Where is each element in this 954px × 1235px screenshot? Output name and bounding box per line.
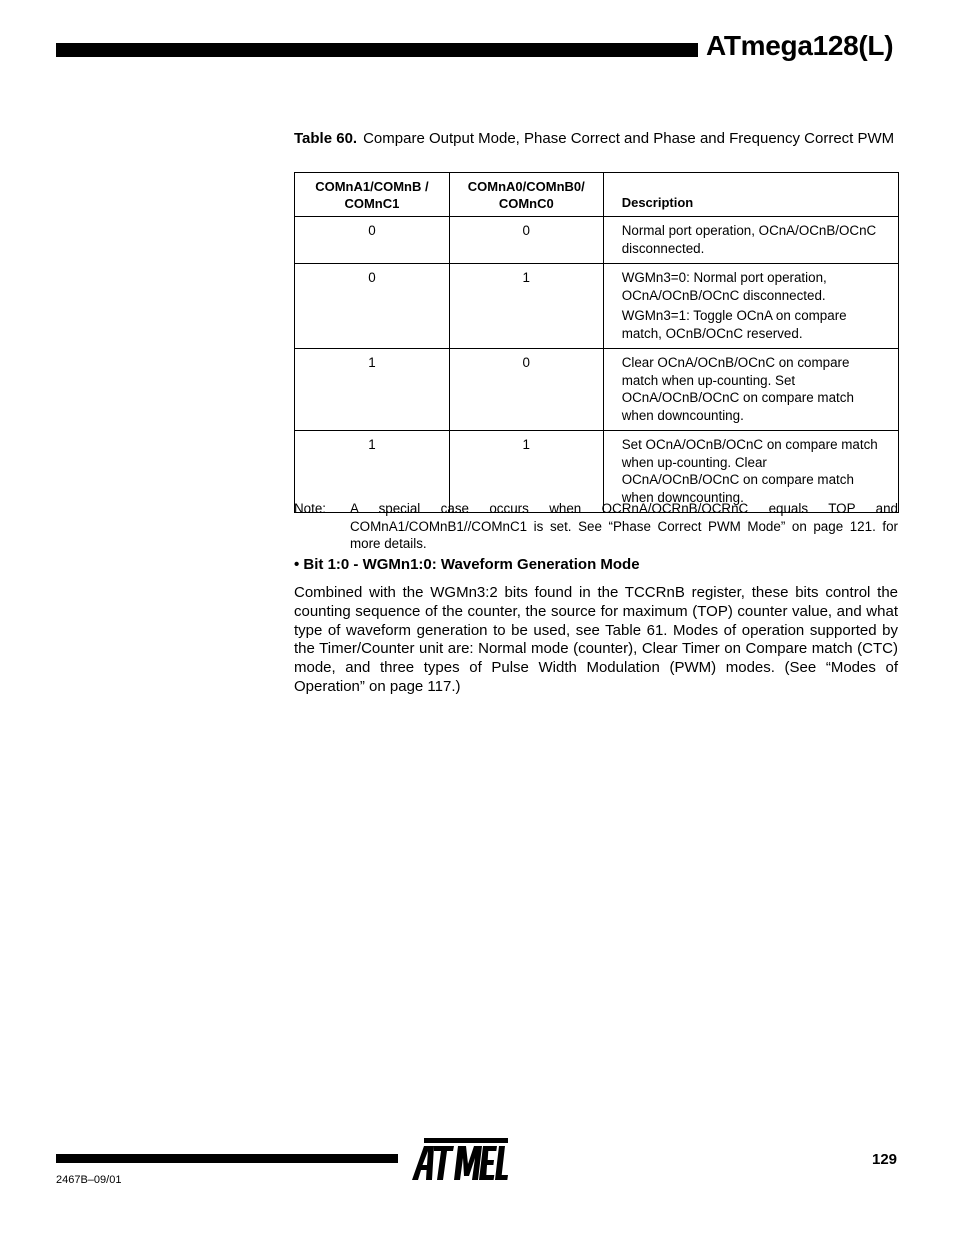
- column-header: COMnA1/COMnB / COMnC1: [295, 173, 450, 217]
- page-title: ATmega128(L): [706, 30, 894, 61]
- note-text: A special case occurs when OCRnA/OCRnB/OCRnC equals TOP and COMnA1/COMnB1//COMnC1 is set. See “Phase Correct PWM Mode” on page 121. for more details.: [350, 501, 898, 551]
- description-cell: [603, 349, 898, 431]
- header-rule: [56, 43, 698, 57]
- table-row: [295, 217, 899, 264]
- table-caption: [294, 129, 898, 148]
- description-text: Set OCnA/OCnB/OCnC on compare match when up-counting. Clear OCnA/OCnB/OCnC on compare match when downcounting.: [621, 437, 878, 505]
- table-cell: 1: [295, 431, 450, 513]
- atmel-logo: [410, 1136, 510, 1184]
- table-cell: 0: [449, 217, 603, 264]
- footer-rule: [56, 1154, 398, 1163]
- description-cell: [603, 217, 898, 264]
- table-cell: 1: [449, 264, 603, 349]
- description-text: Normal port operation, OCnA/OCnB/OCnC disconnected.: [621, 223, 877, 256]
- table-caption-text: Compare Output Mode, Phase Correct and Phase and Frequency Correct PWM: [363, 130, 895, 147]
- compare-output-mode-table: [294, 172, 899, 513]
- section-heading: • Bit 1:0 - WGMn1:0: Waveform Generation Mode: [294, 556, 640, 573]
- note-label: Note:: [294, 501, 327, 516]
- table-row: [295, 264, 899, 349]
- table-header-row: [295, 173, 899, 217]
- column-header: Description: [603, 173, 898, 217]
- description-text: Clear OCnA/OCnB/OCnC on compare match when up-counting. Set OCnA/OCnB/OCnC on compare match when downcounting.: [621, 355, 854, 423]
- table-cell: 0: [295, 264, 450, 349]
- table-cell: 0: [295, 217, 450, 264]
- description-text: WGMn3=0: Normal port operation, OCnA/OCnB/OCnC disconnected.: [621, 270, 827, 303]
- description-cell: [603, 264, 898, 349]
- body-paragraph: Combined with the WGMn3:2 bits found in the TCCRnB register, these bits control the counting sequence of the counter, the source for maximum (TOP) counter value, and what type of waveform generation to be used, see Table 61. Modes of operation supported by the Timer/Counter unit are: Normal mode (counter), Clear Timer on Compare match (CTC) mode, and three types of Pulse Width Modulation (PWM) modes. (See “Modes of Operation” on page 117.): [294, 584, 898, 695]
- column-header: COMnA0/COMnB0/ COMnC0: [449, 173, 603, 217]
- table-row: [295, 349, 899, 431]
- description-text: WGMn3=1: Toggle OCnA on compare match, OCnB/OCnC reserved.: [621, 308, 847, 341]
- table-cell: 0: [449, 349, 603, 431]
- table-cell: 1: [295, 349, 450, 431]
- table-caption-label: Table 60.: [294, 130, 358, 147]
- page-number: 129: [872, 1151, 898, 1168]
- document-code: 2467B–09/01: [56, 1174, 122, 1186]
- table-cell: 1: [449, 431, 603, 513]
